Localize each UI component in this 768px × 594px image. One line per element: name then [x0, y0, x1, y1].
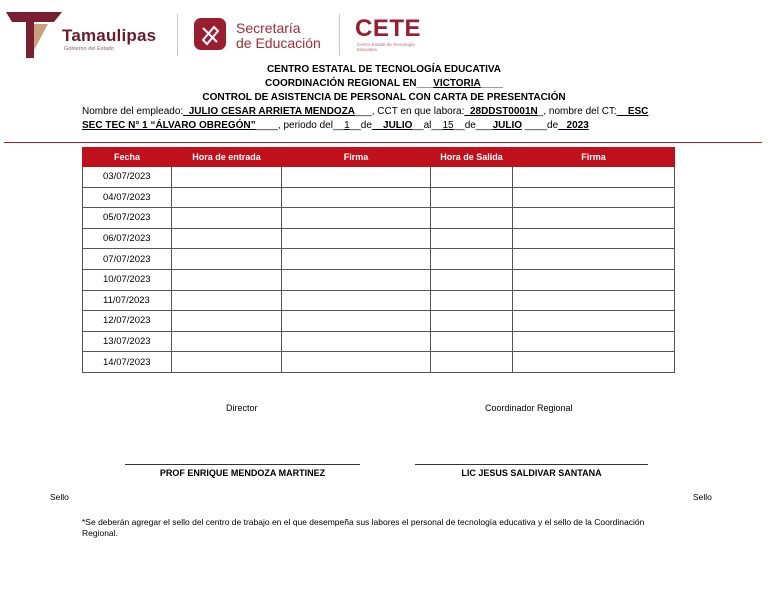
table-header-row	[83, 148, 675, 167]
date-cell: 12/07/2023	[83, 311, 172, 332]
date-cell: 10/07/2023	[83, 269, 172, 290]
entry-time-cell[interactable]	[172, 331, 282, 352]
period-from-day: 1	[344, 120, 350, 131]
tamaulipas-logo-icon	[4, 10, 64, 60]
exit-time-cell[interactable]	[431, 249, 513, 270]
table-row	[83, 311, 675, 332]
director-signature-line	[125, 464, 360, 465]
period-to-month: JULIO	[492, 120, 523, 131]
period-to-day: 15	[442, 120, 454, 131]
ct-value-part1: __ESC	[616, 106, 649, 117]
column-header-firma-entrada: Firma	[282, 148, 431, 167]
entry-time-cell[interactable]	[172, 167, 282, 188]
table-row	[83, 352, 675, 373]
exit-signature-cell[interactable]	[513, 208, 675, 229]
entry-signature-cell[interactable]	[282, 249, 431, 270]
table-row	[83, 249, 675, 270]
entry-time-cell[interactable]	[172, 352, 282, 373]
column-header-fecha: Fecha	[83, 148, 172, 167]
exit-signature-cell[interactable]	[513, 249, 675, 270]
institution-title: CENTRO ESTATAL DE TECNOLOGÍA EDUCATIVA	[266, 64, 502, 75]
secretaria-logo-icon	[194, 18, 226, 50]
date-cell: 13/07/2023	[83, 331, 172, 352]
entry-time-cell[interactable]	[172, 187, 282, 208]
logo-bar	[0, 0, 768, 60]
entry-signature-cell[interactable]	[282, 167, 431, 188]
exit-signature-cell[interactable]	[513, 167, 675, 188]
director-name: PROF ENRIQUE MENDOZA MARTINEZ	[159, 468, 326, 478]
secretaria-name-line1: Secretaría	[236, 20, 301, 36]
entry-time-cell[interactable]	[172, 208, 282, 229]
period-from-month: __JULIO	[371, 120, 413, 131]
period-year: _ 2023	[558, 120, 589, 131]
coordinator-name: LIC JESUS SALDIVAR SANTANA	[461, 468, 602, 478]
period-de1: __de	[349, 120, 372, 131]
date-cell: 05/07/2023	[83, 208, 172, 229]
cct-value: _28DDST0001N	[464, 106, 538, 117]
director-title: Director	[226, 403, 258, 413]
exit-time-cell[interactable]	[431, 352, 513, 373]
date-cell: 04/07/2023	[83, 187, 172, 208]
period-label: ____, periodo del__	[255, 120, 345, 131]
tamaulipas-subtitle: Gobierno del Estado	[64, 46, 115, 52]
logo-divider	[339, 14, 340, 56]
header-divider	[4, 142, 762, 143]
exit-signature-cell[interactable]	[513, 331, 675, 352]
exit-signature-cell[interactable]	[513, 228, 675, 249]
entry-time-cell[interactable]	[172, 228, 282, 249]
period-de3: ____de	[522, 120, 559, 131]
region-suffix: ____	[480, 78, 504, 89]
employee-info-line2	[82, 120, 682, 131]
entry-signature-cell[interactable]	[282, 228, 431, 249]
date-cell: 14/07/2023	[83, 352, 172, 373]
date-cell: 11/07/2023	[83, 290, 172, 311]
region-prefix: COORDINACIÓN REGIONAL EN___	[264, 78, 434, 89]
exit-time-cell[interactable]	[431, 311, 513, 332]
exit-time-cell[interactable]	[431, 290, 513, 311]
employee-info-line1	[82, 106, 682, 117]
date-cell: 06/07/2023	[83, 228, 172, 249]
exit-time-cell[interactable]	[431, 269, 513, 290]
exit-signature-cell[interactable]	[513, 269, 675, 290]
table-row	[83, 228, 675, 249]
coordinator-signature-line	[415, 464, 648, 465]
entry-time-cell[interactable]	[172, 290, 282, 311]
period-de2: __de___	[453, 120, 493, 131]
tamaulipas-name: Tamaulipas	[62, 26, 157, 45]
exit-time-cell[interactable]	[431, 331, 513, 352]
table-row	[83, 187, 675, 208]
region-title	[0, 78, 768, 89]
entry-signature-cell[interactable]	[282, 311, 431, 332]
entry-time-cell[interactable]	[172, 269, 282, 290]
entry-time-cell[interactable]	[172, 311, 282, 332]
document-title: CONTROL DE ASISTENCIA DE PERSONAL CON CARTA DE PRESENTACIÓN	[202, 92, 566, 103]
coordinator-title: Coordinador Regional	[485, 403, 573, 413]
cete-logo: CETE	[355, 15, 422, 42]
exit-time-cell[interactable]	[431, 208, 513, 229]
entry-signature-cell[interactable]	[282, 352, 431, 373]
footnote: *Se deberán agregar el sello del centro de trabajo en el que desempeña sus labores el personal de tecnología educativa y el sello de la Coordinación Regional.	[82, 517, 645, 538]
employee-name-label: Nombre del empleado:	[82, 106, 184, 117]
secretaria-name-line2: de Educación	[236, 35, 321, 51]
exit-signature-cell[interactable]	[513, 290, 675, 311]
table-row	[83, 167, 675, 188]
entry-signature-cell[interactable]	[282, 269, 431, 290]
entry-signature-cell[interactable]	[282, 290, 431, 311]
column-header-hora-salida: Hora de Salida	[431, 148, 513, 167]
entry-signature-cell[interactable]	[282, 331, 431, 352]
attendance-table	[82, 147, 675, 373]
column-header-hora-entrada: Hora de entrada	[172, 148, 282, 167]
employee-name-value: _JULIO CESAR ARRIETA MENDOZA	[183, 106, 356, 117]
seal-label-right: Sello	[693, 492, 712, 502]
date-cell: 07/07/2023	[83, 249, 172, 270]
entry-time-cell[interactable]	[172, 249, 282, 270]
ct-label: _, nombre del CT:	[537, 106, 617, 117]
column-header-firma-salida: Firma	[513, 148, 675, 167]
exit-signature-cell[interactable]	[513, 311, 675, 332]
entry-signature-cell[interactable]	[282, 208, 431, 229]
exit-time-cell[interactable]	[431, 167, 513, 188]
exit-signature-cell[interactable]	[513, 187, 675, 208]
exit-time-cell[interactable]	[431, 228, 513, 249]
ct-value-part2: SEC TEC N° 1 “ÁLVARO OBREGÓN”	[82, 120, 256, 131]
region-value: VICTORIA	[433, 78, 481, 89]
table-row	[83, 331, 675, 352]
seal-label-left: Sello	[50, 492, 69, 502]
table-row	[83, 208, 675, 229]
table-row	[83, 290, 675, 311]
period-al: __al__	[412, 120, 443, 131]
logo-divider	[177, 14, 178, 56]
exit-time-cell[interactable]	[431, 187, 513, 208]
date-cell: 03/07/2023	[83, 167, 172, 188]
cete-subtitle: Centro Estatal de Tecnología Educativa	[357, 42, 415, 52]
exit-signature-cell[interactable]	[513, 352, 675, 373]
table-row	[83, 269, 675, 290]
entry-signature-cell[interactable]	[282, 187, 431, 208]
cct-label: ___, CCT en que labora:	[355, 106, 465, 117]
